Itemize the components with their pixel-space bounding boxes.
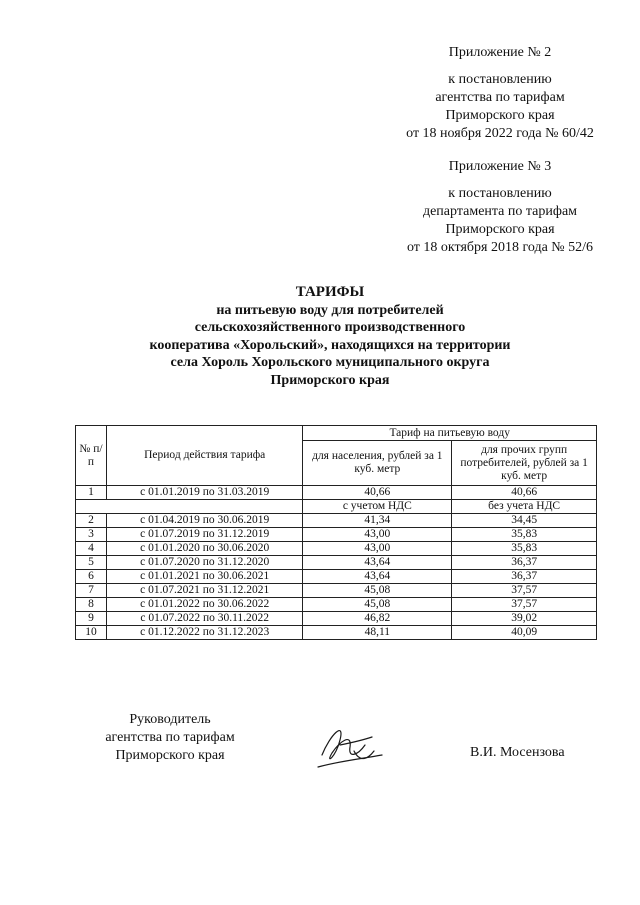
row-period: с 01.07.2019 по 31.12.2019 — [107, 528, 303, 542]
title-line-2: на питьевую воду для потребителей — [216, 302, 444, 318]
appendix-2-line2: агентства по тарифам — [435, 90, 565, 105]
row-number: 8 — [76, 598, 107, 612]
table-row — [76, 486, 597, 500]
handwritten-signature — [310, 715, 390, 775]
row-period: с 01.07.2022 по 30.11.2022 — [107, 612, 303, 626]
title-line-6: Приморского края — [270, 372, 390, 388]
appendix-3-line2: департамента по тарифам — [422, 204, 578, 219]
row-number: 9 — [76, 612, 107, 626]
row-other-tariff: 37,57 — [452, 598, 597, 612]
signatory-line1: Руководитель — [129, 712, 211, 727]
row-population-tariff: 45,08 — [303, 584, 452, 598]
table-row — [76, 514, 597, 528]
row-population-tariff: 45,08 — [303, 598, 452, 612]
row-other-tariff: 40,66 — [452, 486, 597, 500]
row-population-tariff: 40,66 — [303, 486, 452, 500]
title-line-4: кооператива «Хорольский», находящихся на территории — [149, 337, 511, 353]
row-period: с 01.01.2019 по 31.03.2019 — [107, 486, 303, 500]
table-row — [76, 542, 597, 556]
appendix-3-line4: от 18 октября 2018 года № 52/6 — [406, 240, 594, 255]
row-population-tariff: 43,64 — [303, 556, 452, 570]
row-period: с 01.07.2020 по 31.12.2020 — [107, 556, 303, 570]
table-row — [76, 612, 597, 626]
row-other-tariff: 34,45 — [452, 514, 597, 528]
table-row — [76, 598, 597, 612]
vat-included-label: с учетом НДС — [303, 500, 452, 514]
header-number: № п/п — [76, 426, 107, 486]
signatory-line2: агентства по тарифам — [105, 730, 235, 745]
header-period: Период действия тарифа — [107, 426, 303, 486]
header-tariff: Тариф на питьевую воду — [303, 426, 597, 441]
table-row — [76, 528, 597, 542]
header-population: для населения, рублей за 1 куб. метр — [303, 441, 452, 486]
table-row — [76, 570, 597, 584]
row-other-tariff: 35,83 — [452, 528, 597, 542]
signatory-position — [85, 711, 255, 765]
row-period: с 01.01.2020 по 30.06.2020 — [107, 542, 303, 556]
tariff-table — [75, 425, 597, 640]
row-other-tariff: 37,57 — [452, 584, 597, 598]
table-body — [76, 486, 597, 640]
row-period: с 01.01.2021 по 30.06.2021 — [107, 570, 303, 584]
vat-excluded-label: без учета НДС — [452, 500, 597, 514]
row-population-tariff: 43,64 — [303, 570, 452, 584]
row-number: 5 — [76, 556, 107, 570]
row-number: 1 — [76, 486, 107, 500]
row-population-tariff: 41,34 — [303, 514, 452, 528]
row-population-tariff: 48,11 — [303, 626, 452, 640]
row-other-tariff: 39,02 — [452, 612, 597, 626]
appendix-3-line3: Приморского края — [445, 222, 555, 237]
row-period: с 01.07.2021 по 31.12.2021 — [107, 584, 303, 598]
row-population-tariff: 43,00 — [303, 528, 452, 542]
document-title — [100, 284, 560, 389]
row-period: с 01.04.2019 по 30.06.2019 — [107, 514, 303, 528]
appendix-2-line3: Приморского края — [445, 108, 555, 123]
row-other-tariff: 40,09 — [452, 626, 597, 640]
signatory-line3: Приморского края — [115, 748, 225, 763]
row-population-tariff: 46,82 — [303, 612, 452, 626]
appendix-3-block — [380, 158, 620, 257]
row-number: 3 — [76, 528, 107, 542]
title-line-5: села Хороль Хорольского муниципального округа — [170, 355, 490, 370]
row-period: с 01.01.2022 по 30.06.2022 — [107, 598, 303, 612]
row-number: 2 — [76, 514, 107, 528]
vat-row — [76, 500, 597, 514]
row-other-tariff: 36,37 — [452, 570, 597, 584]
header-other-consumers: для прочих групп потребителей, рублей за 1 куб. метр — [452, 441, 597, 486]
appendix-3-title: Приложение № 3 — [448, 159, 552, 174]
row-number: 7 — [76, 584, 107, 598]
row-population-tariff: 43,00 — [303, 542, 452, 556]
row-period: с 01.12.2022 по 31.12.2023 — [107, 626, 303, 640]
appendix-2-line1: к постановлению — [448, 72, 552, 87]
row-number: 6 — [76, 570, 107, 584]
signatory-name: В.И. Мосензова — [470, 745, 565, 760]
appendix-2-block — [380, 44, 620, 143]
row-other-tariff: 35,83 — [452, 542, 597, 556]
appendix-2-title: Приложение № 2 — [448, 45, 552, 60]
vat-empty-cell — [76, 500, 303, 514]
appendix-3-line1: к постановлению — [448, 186, 552, 201]
row-other-tariff: 36,37 — [452, 556, 597, 570]
table-row — [76, 556, 597, 570]
title-line-3: сельскохозяйственного производственного — [194, 320, 466, 335]
row-number: 10 — [76, 626, 107, 640]
appendix-2-line4: от 18 ноября 2022 года № 60/42 — [406, 126, 594, 141]
table-row — [76, 584, 597, 598]
title-line-1: ТАРИФЫ — [295, 284, 365, 300]
table-row — [76, 626, 597, 640]
row-number: 4 — [76, 542, 107, 556]
